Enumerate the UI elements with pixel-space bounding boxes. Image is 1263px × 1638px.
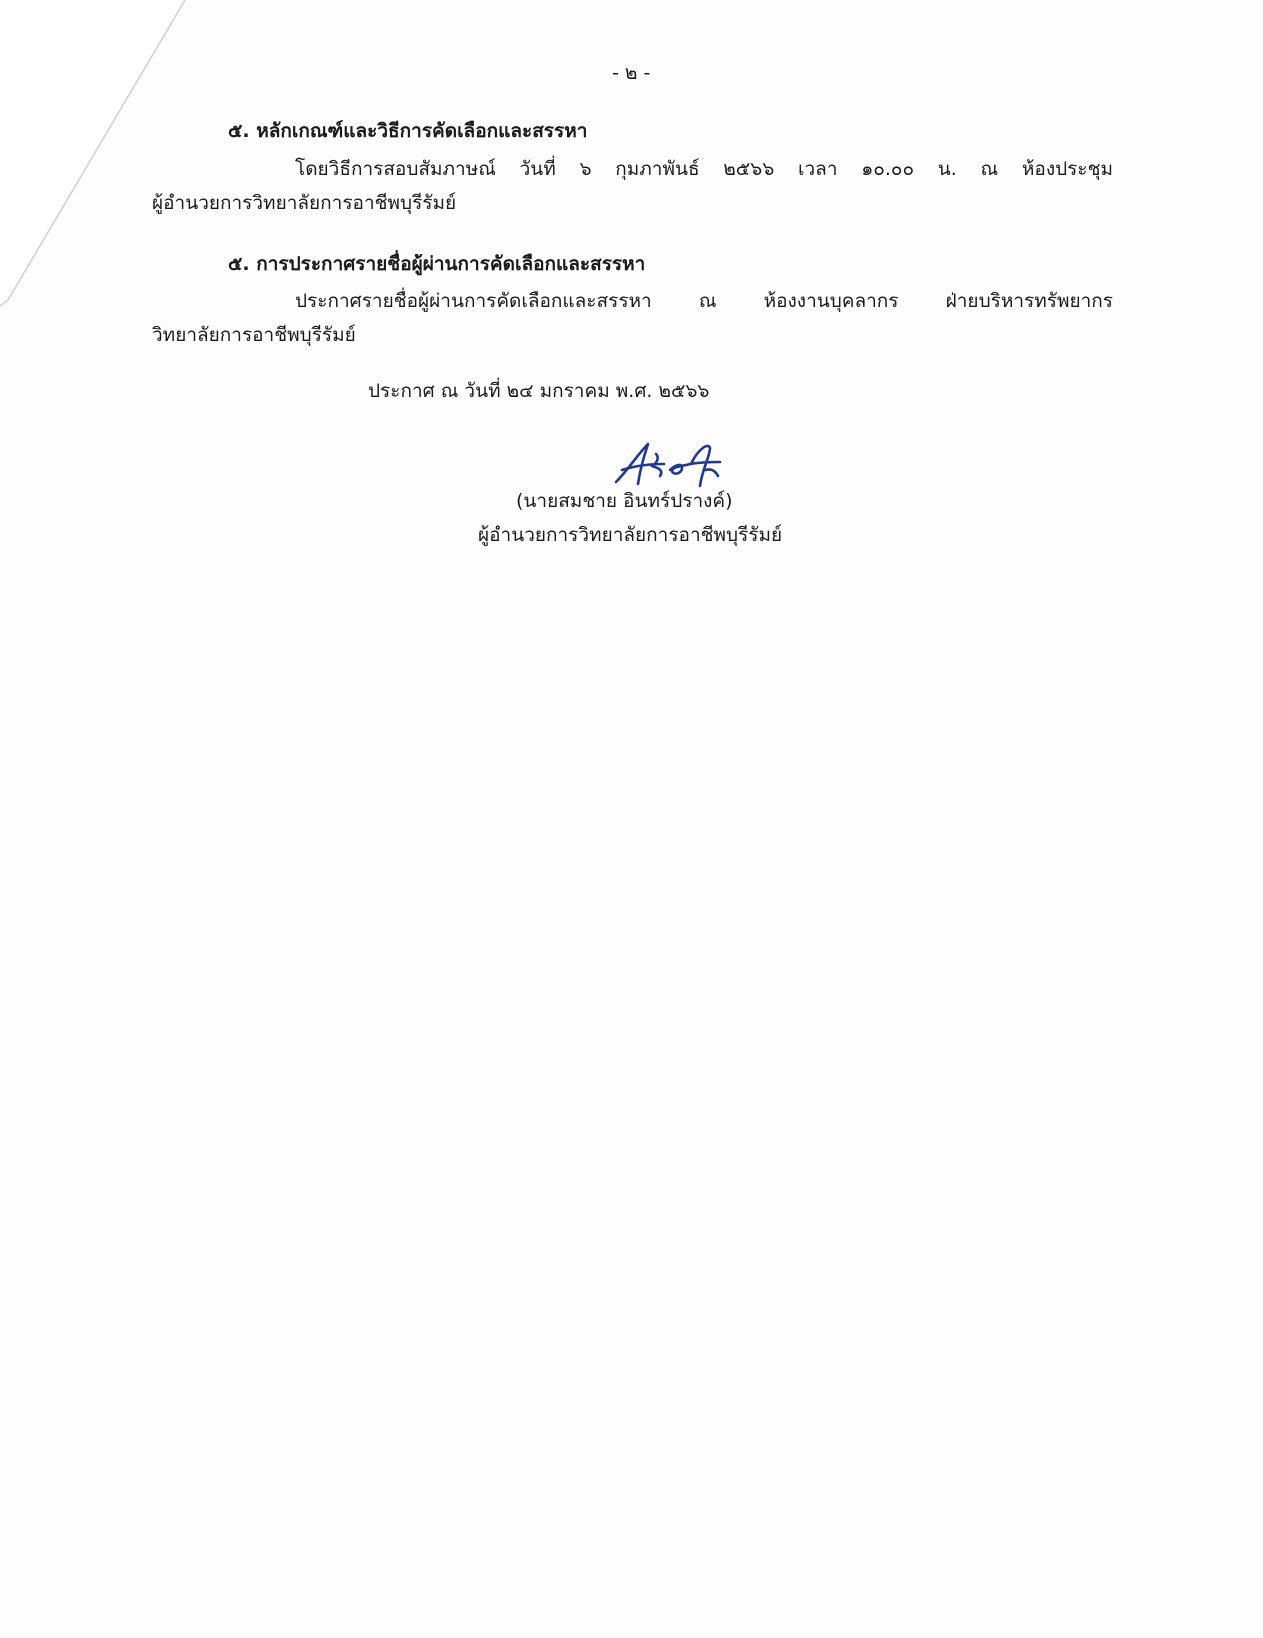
- signatory-position: ผู้อำนวยการวิทยาลัยการอาชีพบุรีรัมย์: [478, 524, 783, 546]
- folded-corner: [0, 0, 200, 320]
- signature-image: [612, 440, 732, 490]
- section-heading-criteria: ๕. หลักเกณฑ์และวิธีการคัดเลือกและสรรหา: [228, 120, 588, 142]
- signatory-name: (นายสมชาย อินทร์ปรางค์): [516, 490, 733, 512]
- section-announcement-body-line2: วิทยาลัยการอาชีพบุรีรัมย์: [152, 324, 356, 346]
- section-criteria-body-line2: ผู้อำนวยการวิทยาลัยการอาชีพบุรีรัมย์: [152, 192, 457, 214]
- page-number: - ๒ -: [612, 62, 651, 84]
- section-criteria-body-line1: โดยวิธีการสอบสัมภาษณ์ วันที่ ๖ กุมภาพันธ์ ๒๕๖๖ เวลา ๑๐.๐๐ น. ณ ห้องประชุม: [295, 158, 1113, 180]
- section-announcement-body-line1: ประกาศรายชื่อผู้ผ่านการคัดเลือกและสรรหา ณ ห้องงานบุคลากร ฝ่ายบริหารทรัพยากร: [295, 290, 1113, 312]
- section-heading-announcement: ๕. การประกาศรายชื่อผู้ผ่านการคัดเลือกและสรรหา: [228, 253, 646, 275]
- announcement-date: ประกาศ ณ วันที่ ๒๔ มกราคม พ.ศ. ๒๕๖๖: [368, 380, 710, 402]
